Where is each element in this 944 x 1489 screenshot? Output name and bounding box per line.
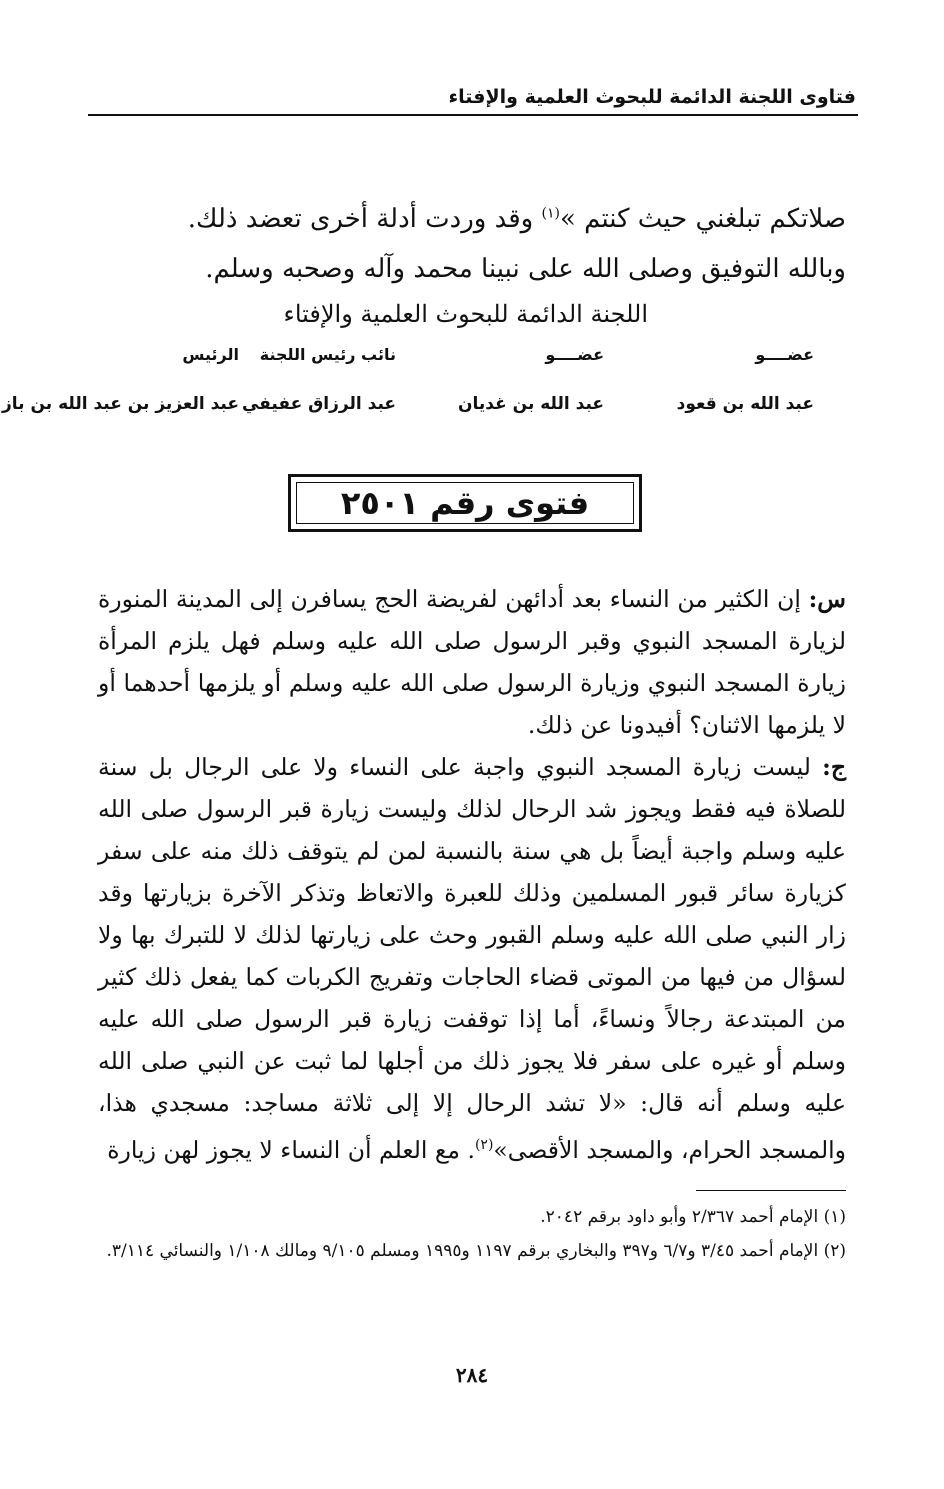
intro-line-2: وبالله التوفيق وصلى الله على نبينا محمد وآله وصحبه وسلم. — [205, 254, 846, 284]
question-text: إن الكثير من النساء بعد أدائهن لفريضة الحج يسافرن إلى المدينة المنورة لزيارة المسجد النبوي وقبر الرسول صلى الله عليه وسلم فهل يلزم المرأة زيارة المسجد النبوي وزيارة الرسول صلى الله عليه وسلم أو يلزمها أحدهما أو لا يلزمها الاثنان؟ أفيدونا عن ذلك. — [98, 585, 846, 739]
answer-label: ج: — [822, 753, 846, 781]
answer-text-rest: . مع العلم أن النساء لا يجوز لهن زيارة — [107, 1135, 475, 1164]
signatory-role: عضــــو — [755, 345, 814, 364]
answer-paragraph — [98, 746, 846, 1171]
fatwa-title: فتوى رقم ٢٥٠١ — [340, 484, 590, 522]
question-paragraph — [98, 578, 846, 746]
header-rule — [88, 114, 858, 116]
running-header: فتاوى اللجنة الدائمة للبحوث العلمية والإفتاء — [448, 86, 856, 108]
footnote-1: (١) الإمام أحمد ٢/٣٦٧ وأبو داود برقم ٢٠٤٢. — [540, 1207, 846, 1227]
intro-line-1-text: صلاتكم تبلغني حيث كنتم » — [559, 204, 846, 234]
signatory-name: عبد الله بن غديان — [458, 394, 604, 414]
signatory-role: نائب رئيس اللجنة — [259, 345, 396, 364]
page-number: ٢٨٤ — [455, 1363, 489, 1387]
fatwa-title-box — [288, 474, 642, 532]
signatory-name: عبد العزيز بن عبد الله بن باز — [2, 394, 239, 414]
intro-line-1-rest: وقد وردت أدلة أخرى تعضد ذلك. — [187, 204, 542, 234]
footnote-rule — [696, 1190, 846, 1191]
intro-line-1 — [188, 204, 846, 234]
signatory-name: عبد الرزاق عفيفي — [241, 394, 396, 414]
footnote-2: (٢) الإمام أحمد ٣/٤٥ و٦/٧ و٣٩٧ والبخاري برقم ١١٩٧ و١٩٩٥ ومسلم ٩/١٠٥ ومالك ١/١٠٨ والنسائي ٣/١١٤. — [106, 1241, 846, 1261]
fatwa-body — [98, 578, 846, 1171]
signatory-name: عبد الله بن قعود — [676, 394, 814, 414]
signatory-role: عضــــو — [545, 345, 604, 364]
footnote-ref-2: (٢) — [474, 1137, 494, 1153]
signatory-roles — [96, 345, 814, 375]
question-label: س: — [808, 585, 846, 613]
answer-text: ليست زيارة المسجد النبوي واجبة على النساء ولا على الرجال بل سنة للصلاة فيه فقط ويجوز شد الرحال لذلك وليست زيارة قبر الرسول صلى الله عليه وسلم واجبة أيضاً بل هي سنة بالنسبة لمن لم يتوقف ذلك منه على سفر كزيارة سائر قبور المسلمين وذلك للعبرة والاتعاظ وتذكر الآخرة بزيارتها وقد زار النبي صلى الله عليه وسلم القبور وحث على زيارتها لذلك لا للتبرك بها ولا لسؤال من فيها من الموتى قضاء الحاجات وتفريج الكربات كما يفعل ذلك كثير من المبتدعة رجالاً ونساءً، أما إذا توقفت زيارة قبر الرسول صلى الله عليه وسلم أو غيره على سفر فلا يجوز ذلك من أجلها لما ثبت عن النبي صلى الله عليه وسلم أنه قال: «لا تشد الرحال إلا إلى ثلاثة مساجد: مسجدي هذا، والمسجد الحرام، والمسجد الأقصى» — [98, 753, 846, 1164]
footnotes — [98, 1200, 846, 1268]
footnote-ref-1: (١) — [541, 205, 560, 222]
signatory-names — [2, 394, 814, 424]
signatory-role: الرئيس — [182, 345, 239, 364]
committee-name: اللجنة الدائمة للبحوث العلمية والإفتاء — [283, 300, 648, 328]
